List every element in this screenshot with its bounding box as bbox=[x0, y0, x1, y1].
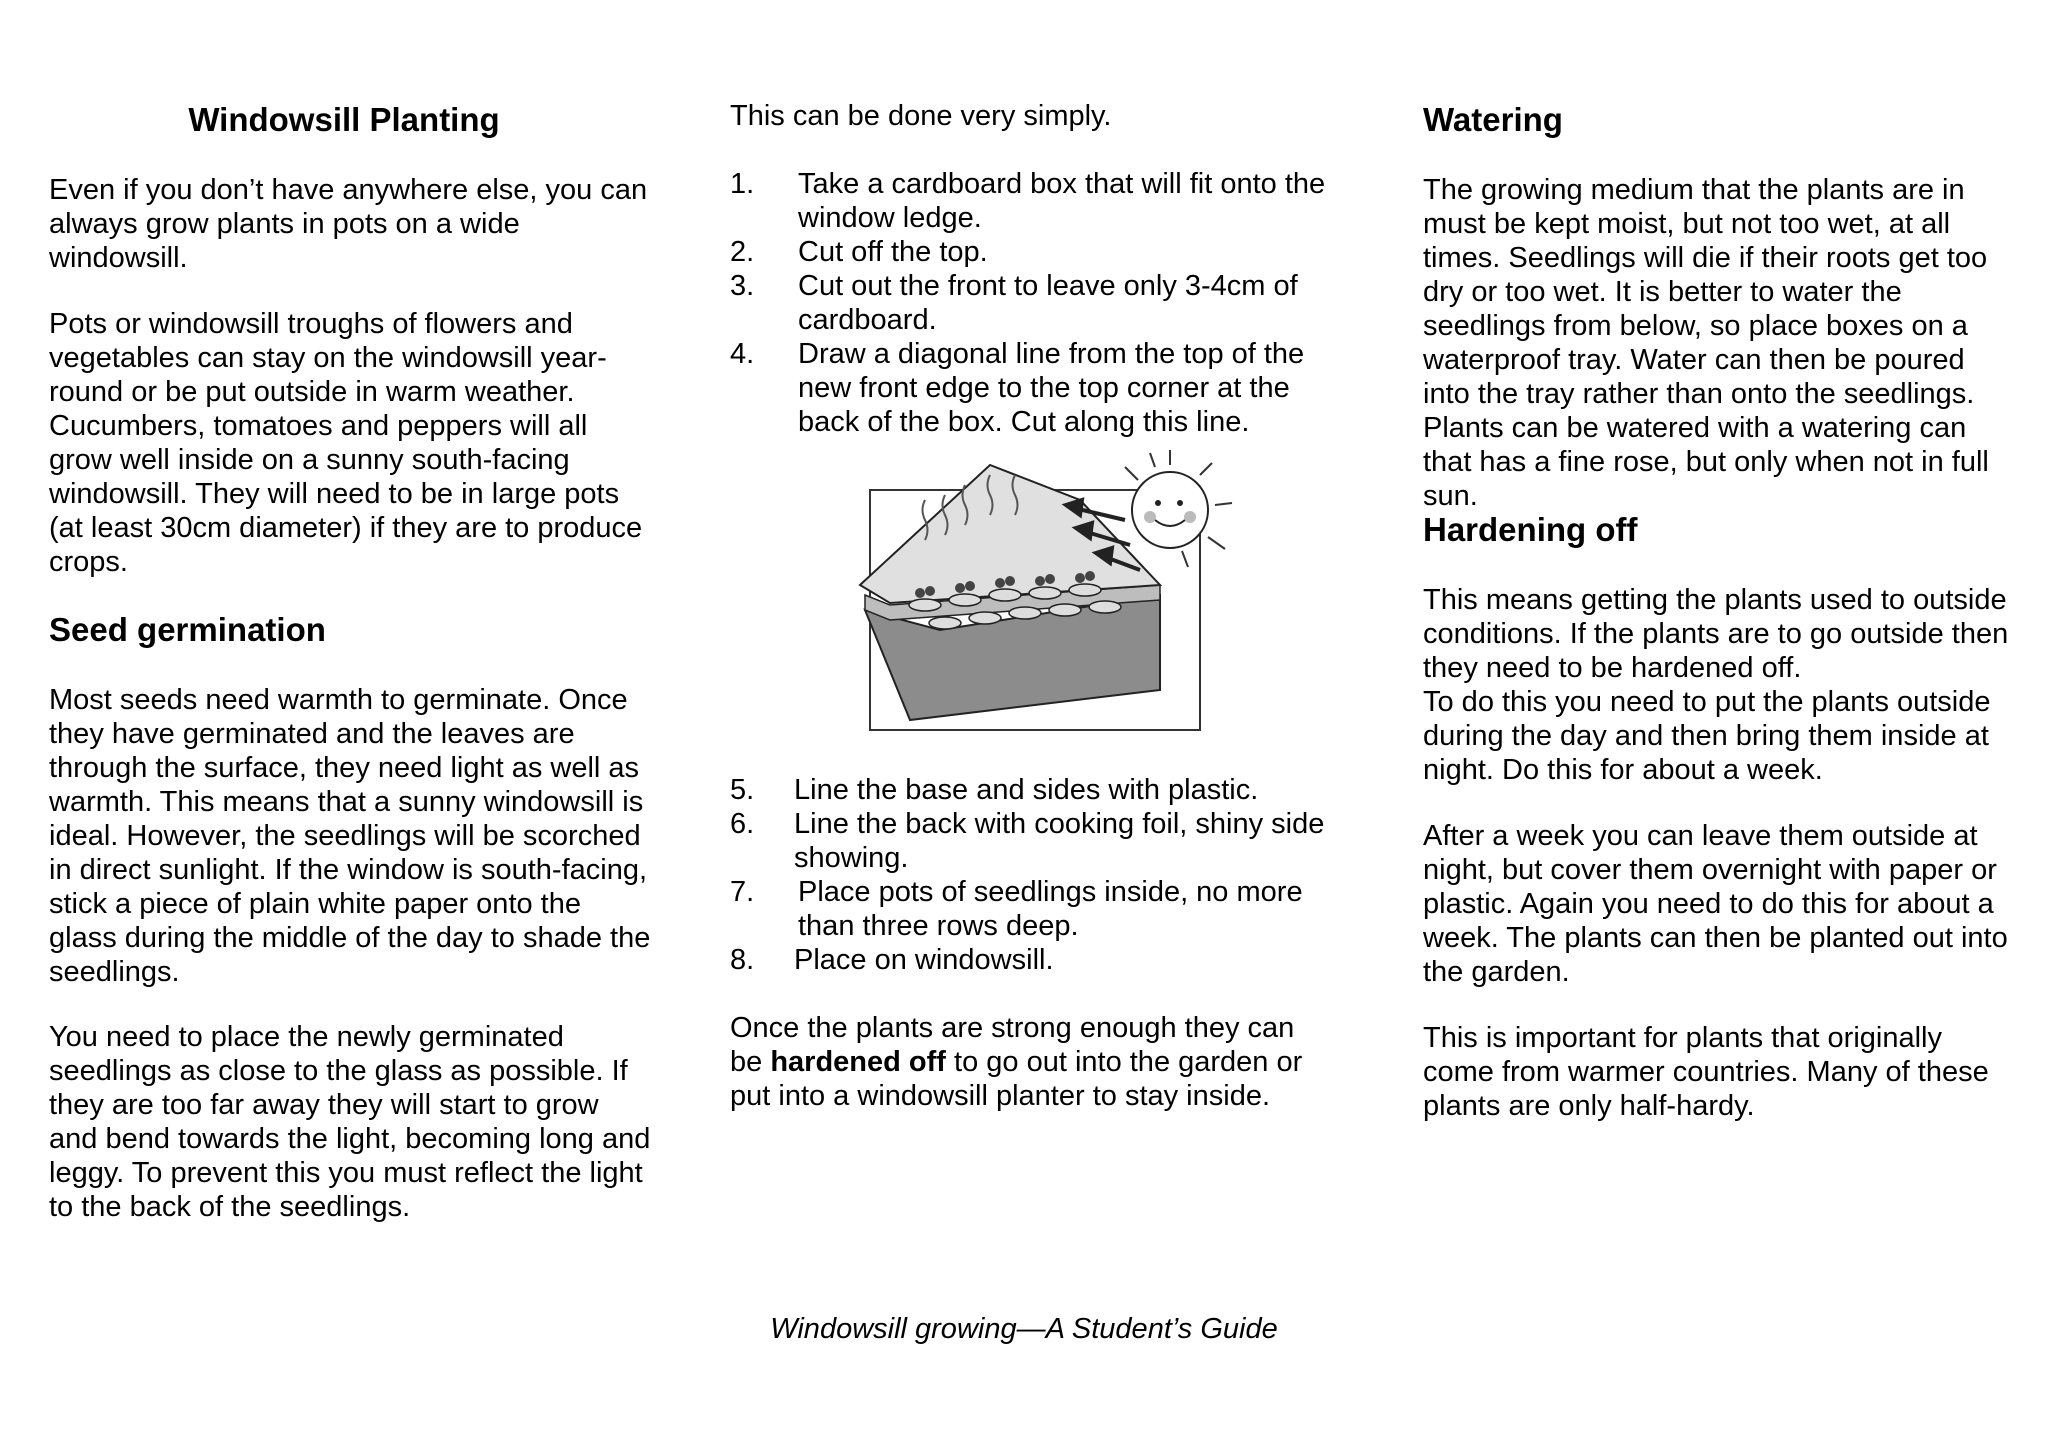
step-text: Cut out the front to leave only 3-4cm of cardboard. bbox=[798, 270, 1298, 336]
step-number: 4. bbox=[730, 338, 755, 370]
step-number: 2. bbox=[730, 236, 755, 268]
page-title: Windowsill Planting bbox=[188, 101, 500, 138]
step-number: 3. bbox=[730, 270, 755, 302]
step-number: 6. bbox=[730, 808, 755, 840]
footer-caption: Windowsill growing—A Student’s Guide bbox=[770, 1313, 1278, 1345]
outro-paragraph bbox=[730, 1011, 1330, 1113]
watering-paragraph: The growing medium that the plants are in must be kept moist, but not too wet, at all times. Seedlings will die if their roots get too dry or too wet. It is better to water the seedlings from below, so place boxes on a waterproof tray. Water can then be poured into the tray rather than onto the seedlings. Plants can be watered with a watering can that has a fine rose, but only when not in full sun. bbox=[1423, 174, 1989, 512]
steps-intro: This can be done very simply. bbox=[730, 100, 1112, 132]
intro-paragraph: Even if you don’t have anywhere else, you can always grow plants in pots on a wide windowsill. bbox=[49, 174, 648, 274]
step-number: 7. bbox=[730, 876, 755, 908]
step-number: 1. bbox=[730, 168, 755, 200]
hardening-paragraph-b: To do this you need to put the plants outside during the day and then bring them inside at night. Do this for about a week. bbox=[1423, 686, 1991, 786]
step-text: Draw a diagonal line from the top of the new front edge to the top corner at the back of the box. Cut along this line. bbox=[798, 338, 1305, 438]
outro-text-b: to go out into the garden or put into a windowsill planter to stay inside. bbox=[730, 1046, 1303, 1112]
outro-text-a: Once the plants are strong enough they can be bbox=[730, 1012, 1295, 1078]
seed-germination-heading: Seed germination bbox=[49, 611, 326, 648]
watering-heading: Watering bbox=[1423, 101, 1563, 138]
step-text: Take a cardboard box that will fit onto the window ledge. bbox=[798, 168, 1326, 234]
step-text: Cut off the top. bbox=[798, 236, 988, 268]
step-number: 5. bbox=[730, 774, 755, 806]
hardening-paragraph-a: This means getting the plants used to outside conditions. If the plants are to go outside then they need to be hardened off. bbox=[1423, 584, 2009, 684]
pots-paragraph: Pots or windowsill troughs of flowers and vegetables can stay on the windowsill year-round or be put outside in warm weather. Cucumbers, tomatoes and peppers will all grow well inside on a sunny south-facing windowsill. They will need to be in large pots (at least 30cm diameter) if they are to produce crops. bbox=[49, 308, 643, 578]
warmer-countries-paragraph: This is important for plants that originally come from warmer countries. Many of these plants are only half-hardy. bbox=[1423, 1022, 1989, 1122]
germination-paragraph: Most seeds need warmth to germinate. Once they have germinated and the leaves are through the surface, they need light as well as warmth. This means that a sunny windowsill is ideal. However, the seedlings will be scorched in direct sunlight. If the window is south-facing, stick a piece of plain white paper onto the glass during the middle of the day to shade the seedlings. bbox=[49, 684, 651, 988]
step-number: 8. bbox=[730, 944, 755, 976]
hardening-off-heading: Hardening off bbox=[1423, 511, 1638, 548]
step-text: Place on windowsill. bbox=[794, 944, 1054, 976]
hardened-off-emphasis: hardened off bbox=[770, 1046, 946, 1078]
step-text: Place pots of seedlings inside, no more than three rows deep. bbox=[798, 876, 1303, 942]
step-text: Line the back with cooking foil, shiny side showing. bbox=[794, 808, 1325, 874]
after-week-paragraph: After a week you can leave them outside at night, but cover them overnight with paper or plastic. Again you need to do this for about a week. The plants can then be planted out into the garden. bbox=[1423, 820, 2008, 988]
seedlings-paragraph: You need to place the newly germinated seedlings as close to the glass as possible. If they are too far away they will start to grow and bend towards the light, becoming long and leggy. To prevent this you must reflect the light to the back of the seedlings. bbox=[49, 1021, 651, 1223]
step-text: Line the base and sides with plastic. bbox=[794, 774, 1259, 806]
seedling-box-illustration bbox=[830, 445, 1250, 745]
